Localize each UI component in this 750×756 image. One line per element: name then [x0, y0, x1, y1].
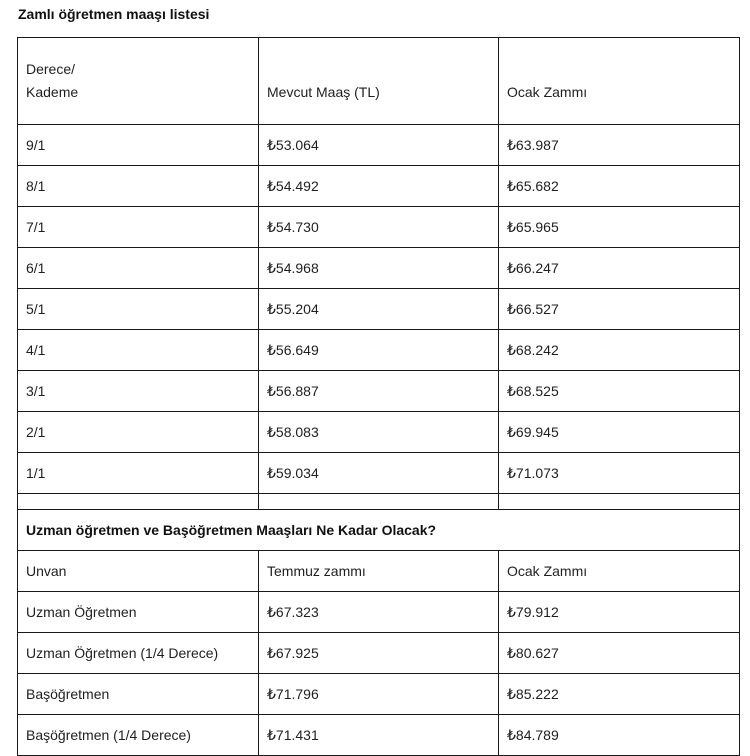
cell-title: Başöğretmen (1/4 Derece)	[18, 715, 259, 756]
cell-current-salary: ₺59.034	[259, 453, 499, 494]
cell-title: Uzman Öğretmen (1/4 Derece)	[18, 633, 259, 674]
cell-january-raise: ₺68.525	[499, 371, 740, 412]
table-row	[18, 125, 740, 166]
header-grade-line1: Derece/	[26, 61, 76, 77]
cell-current-salary: ₺54.492	[259, 166, 499, 207]
section-heading-row	[18, 510, 740, 551]
header-cell-july-raise: Temmuz zammı	[259, 551, 499, 592]
cell-grade: 1/1	[18, 453, 259, 494]
table-row	[18, 371, 740, 412]
cell-grade: 9/1	[18, 125, 259, 166]
header-cell-current-salary: Mevcut Maaş (TL)	[259, 38, 499, 125]
cell-july-raise: ₺71.431	[259, 715, 499, 756]
table-row	[18, 207, 740, 248]
cell-current-salary: ₺56.887	[259, 371, 499, 412]
cell-current-salary: ₺54.730	[259, 207, 499, 248]
cell-title: Uzman Öğretmen	[18, 592, 259, 633]
cell-january-raise: ₺63.987	[499, 125, 740, 166]
table-row	[18, 633, 740, 674]
header-cell-grade	[18, 38, 259, 125]
cell-january-raise: ₺65.965	[499, 207, 740, 248]
cell-july-raise: ₺67.323	[259, 592, 499, 633]
table-row	[18, 166, 740, 207]
table-row	[18, 592, 740, 633]
header-cell-january-raise: Ocak Zammı	[499, 551, 740, 592]
cell-current-salary: ₺53.064	[259, 125, 499, 166]
table-row	[18, 412, 740, 453]
table-row	[18, 289, 740, 330]
cell-grade: 6/1	[18, 248, 259, 289]
header-grade-line2: Kademe	[26, 84, 79, 100]
empty-cell	[259, 494, 499, 510]
cell-january-raise: ₺66.527	[499, 289, 740, 330]
cell-grade: 4/1	[18, 330, 259, 371]
salary-table	[17, 37, 740, 756]
page-title: Zamlı öğretmen maaşı listesi	[18, 6, 210, 22]
cell-current-salary: ₺56.649	[259, 330, 499, 371]
section-heading: Uzman öğretmen ve Başöğretmen Maaşları Ne Kadar Olacak?	[18, 510, 740, 551]
table-row	[18, 248, 740, 289]
cell-january-raise: ₺69.945	[499, 412, 740, 453]
cell-january-raise: ₺66.247	[499, 248, 740, 289]
table-row	[18, 674, 740, 715]
cell-january-raise: ₺85.222	[499, 674, 740, 715]
table-header-row	[18, 38, 740, 125]
cell-january-raise: ₺68.242	[499, 330, 740, 371]
cell-january-raise: ₺84.789	[499, 715, 740, 756]
empty-cell	[18, 494, 259, 510]
table-row	[18, 330, 740, 371]
cell-grade: 7/1	[18, 207, 259, 248]
header-cell-title: Unvan	[18, 551, 259, 592]
cell-grade: 2/1	[18, 412, 259, 453]
table-row	[18, 453, 740, 494]
empty-row	[18, 494, 740, 510]
cell-current-salary: ₺58.083	[259, 412, 499, 453]
cell-current-salary: ₺54.968	[259, 248, 499, 289]
table-header-row	[18, 551, 740, 592]
cell-july-raise: ₺67.925	[259, 633, 499, 674]
cell-current-salary: ₺55.204	[259, 289, 499, 330]
empty-cell	[499, 494, 740, 510]
table-row	[18, 715, 740, 756]
cell-january-raise: ₺71.073	[499, 453, 740, 494]
cell-january-raise: ₺80.627	[499, 633, 740, 674]
cell-january-raise: ₺79.912	[499, 592, 740, 633]
cell-grade: 3/1	[18, 371, 259, 412]
cell-january-raise: ₺65.682	[499, 166, 740, 207]
cell-grade: 5/1	[18, 289, 259, 330]
header-cell-january-raise: Ocak Zammı	[499, 38, 740, 125]
cell-grade: 8/1	[18, 166, 259, 207]
cell-title: Başöğretmen	[18, 674, 259, 715]
cell-july-raise: ₺71.796	[259, 674, 499, 715]
